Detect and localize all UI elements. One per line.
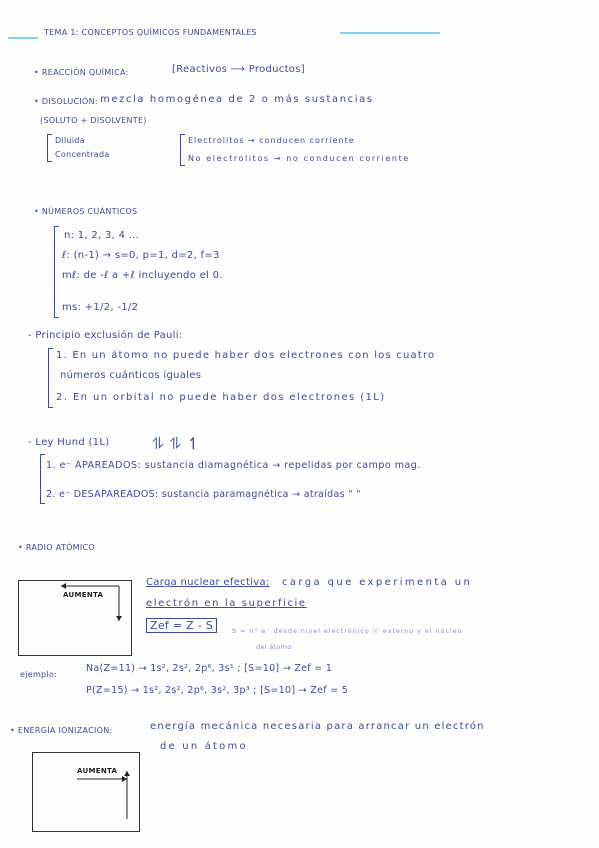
disolucion-parts: (SOLUTO + DISOLVENTE) xyxy=(40,116,147,125)
carga-title: Carga nuclear efectiva: xyxy=(146,577,270,588)
hund-label: - Ley Hund (1L) xyxy=(28,437,110,448)
carga-def2: electrón en la superficie xyxy=(146,598,307,609)
cuanticos-line-2: mℓ: de -ℓ a +ℓ incluyendo el 0. xyxy=(62,270,223,281)
energia-def2: de un átomo xyxy=(160,741,248,752)
s-note2: del átomo xyxy=(256,643,292,651)
title-line-left xyxy=(8,37,38,39)
electrolitos-bracket xyxy=(180,134,185,166)
energia-trend-arrows xyxy=(33,753,139,831)
energia-trend-label: AUMENTA xyxy=(77,767,118,775)
hund-line-0: 1. e⁻ APAREADOS: sustancia diamagnética → repelidas por campo mag. xyxy=(46,460,421,471)
radio-label: • RADIO ATÓMICO xyxy=(18,543,96,552)
cuanticos-label: • NÚMEROS CUÁNTICOS xyxy=(34,207,138,216)
ejemplo-2: P(Z=15) → 1s², 2s², 2p⁶, 3s², 3p³ ; [S=10] → Zef = 5 xyxy=(86,685,349,696)
reaccion-label: • REACCIÓN QUÍMICA: xyxy=(34,68,129,77)
disolucion-def: mezcla homogénea de 2 o más sustancias xyxy=(100,94,374,105)
pauli-bracket xyxy=(48,348,53,408)
hund-line-1: 2. e⁻ DESAPAREADOS: sustancia paramagnética → atraídas " " xyxy=(46,489,361,500)
title-line-right xyxy=(340,32,440,34)
energia-def: energía mecánica necesaria para arrancar un electrón xyxy=(150,721,485,732)
pauli-line-2: 2. En un orbital no puede haber dos electrones (1L) xyxy=(56,392,386,403)
reaccion-content: [Reactivos ⟶ Productos] xyxy=(172,64,305,75)
pauli-line-1: números cuánticos iguales xyxy=(60,370,202,381)
energia-trend-box xyxy=(32,752,140,832)
cuanticos-bracket xyxy=(54,226,59,318)
radio-trend-box xyxy=(18,580,132,656)
zef-formula: Zef = Z - S xyxy=(146,618,217,633)
cuanticos-line-1: ℓ: (n-1) → s=0, p=1, d=2, f=3 xyxy=(62,250,220,261)
energia-label: • ENERGÍA IONIZACIÓN: xyxy=(10,726,113,735)
pauli-label: - Principio exclusión de Pauli: xyxy=(28,330,183,341)
hund-glyphs: ⥮ ⥮ ↿ xyxy=(152,434,201,453)
carga-def: carga que experimenta un xyxy=(282,577,473,588)
disolucion-type-0: Diluida xyxy=(55,136,85,145)
electrolitos-1: No electrolitos → no conducen corriente xyxy=(188,154,410,163)
ejemplo-label: ejemplo: xyxy=(20,670,58,679)
hund-bracket xyxy=(40,454,45,504)
pauli-line-0: 1. En un átomo no puede haber dos electrones con los cuatro xyxy=(56,350,436,361)
page-title: TEMA 1: CONCEPTOS QUÍMICOS FUNDAMENTALES xyxy=(44,28,257,37)
s-note: S = n° e⁻ desde nivel electrónico ⓔ externo y el núcleo xyxy=(232,627,463,635)
disolucion-type-1: Concentrada xyxy=(55,150,110,159)
disolucion-label: • DISOLUCIÓN: xyxy=(34,97,98,106)
ejemplo-1: Na(Z=11) → 1s², 2s², 2p⁶, 3s¹ ; [S=10] → Zef = 1 xyxy=(86,663,333,674)
cuanticos-line-3: ms: +1/2, -1/2 xyxy=(62,302,139,313)
disolucion-bracket xyxy=(47,134,52,162)
radio-trend-label: AUMENTA xyxy=(63,591,104,599)
electrolitos-0: Electrolitos → conducen corriente xyxy=(188,136,355,145)
cuanticos-line-0: n: 1, 2, 3, 4 ... xyxy=(64,230,140,241)
